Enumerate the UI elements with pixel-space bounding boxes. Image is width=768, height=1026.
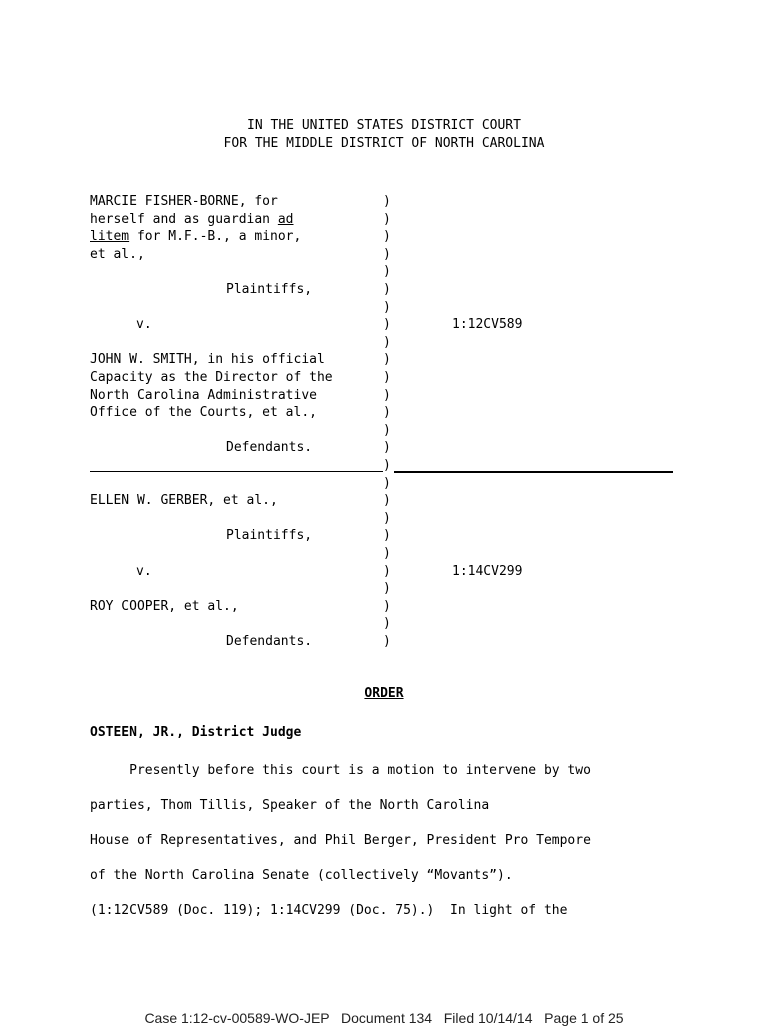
caption-paren: ) bbox=[383, 528, 391, 544]
caption1-plaintiff-line3 bbox=[90, 228, 301, 246]
caption1-defendant-line4: Office of the Courts, et al., bbox=[90, 405, 317, 421]
caption1-versus: v. bbox=[136, 317, 152, 333]
caption-paren: ) bbox=[383, 370, 391, 385]
caption2-defendant: ROY COOPER, et al., bbox=[90, 598, 239, 614]
caption-paren: ) bbox=[383, 229, 391, 245]
caption-paren: ) bbox=[383, 194, 391, 209]
caption-paren: ) bbox=[383, 634, 391, 649]
caption-paren: ) bbox=[383, 334, 391, 350]
caption1-defendants-label: Defendants. bbox=[226, 440, 313, 456]
caption-paren: ) bbox=[383, 246, 391, 262]
caption1-plaintiff-line1: MARCIE FISHER-BORNE, for bbox=[90, 194, 278, 209]
body-line-3: House of Representatives, and Phil Berger, President Pro Tempore bbox=[90, 833, 591, 848]
caption-paren: ) bbox=[383, 387, 391, 403]
caption1-plaintiff-line4: et al., bbox=[90, 246, 145, 262]
order-title: ORDER bbox=[364, 686, 404, 701]
caption-paren: ) bbox=[383, 563, 391, 579]
caption-paren: ) bbox=[383, 598, 391, 614]
caption1-plaintiff-line3-text: for M.F.-B., a minor, bbox=[129, 229, 302, 245]
caption1-defendant-line3: North Carolina Administrative bbox=[90, 387, 317, 403]
caption1-case-number: 1:12CV589 bbox=[452, 317, 523, 333]
caption-paren: ) bbox=[383, 299, 391, 315]
caption-paren: ) bbox=[383, 458, 391, 473]
caption1-plaintiff-line2 bbox=[90, 211, 294, 229]
caption-paren: ) bbox=[383, 405, 391, 421]
caption-paren: ) bbox=[383, 422, 391, 438]
caption-paren: ) bbox=[383, 264, 391, 280]
caption2-plaintiffs-label: Plaintiffs, bbox=[226, 528, 313, 544]
body-line-1: Presently before this court is a motion to intervene by two bbox=[90, 763, 591, 778]
body-line-4: of the North Carolina Senate (collectively “Movants”). bbox=[90, 868, 513, 883]
caption-divider-right bbox=[394, 471, 673, 473]
caption-paren: ) bbox=[383, 211, 391, 227]
caption2-plaintiff: ELLEN W. GERBER, et al., bbox=[90, 493, 278, 509]
caption-paren: ) bbox=[383, 616, 391, 632]
caption2-case-number: 1:14CV299 bbox=[452, 563, 523, 579]
body-line-2: parties, Thom Tillis, Speaker of the North Carolina bbox=[90, 798, 490, 813]
page-footer: Case 1:12-cv-00589-WO-JEP Document 134 Filed 10/14/14 Page 1 of 25 bbox=[144, 1010, 624, 1026]
caption-paren: ) bbox=[383, 510, 391, 526]
caption-paren: ) bbox=[383, 440, 391, 456]
ad-litem-part2: litem bbox=[90, 229, 130, 245]
caption2-defendants-label: Defendants. bbox=[226, 634, 313, 649]
caption-paren: ) bbox=[383, 282, 391, 297]
ad-litem-part1: ad bbox=[277, 211, 294, 227]
caption-paren: ) bbox=[383, 475, 391, 491]
caption-paren: ) bbox=[383, 581, 391, 597]
caption1-plaintiffs-label: Plaintiffs, bbox=[226, 282, 313, 297]
caption2-versus: v. bbox=[136, 563, 152, 579]
judge-line: OSTEEN, JR., District Judge bbox=[90, 725, 302, 740]
court-name-line1: IN THE UNITED STATES DISTRICT COURT bbox=[247, 118, 521, 133]
caption-paren: ) bbox=[383, 546, 391, 561]
caption1-plaintiff-line2-text: herself and as guardian bbox=[90, 211, 278, 227]
caption1-defendant-line2: Capacity as the Director of the bbox=[90, 370, 333, 385]
caption-paren: ) bbox=[383, 352, 391, 368]
caption-paren: ) bbox=[383, 493, 391, 509]
caption-divider-left bbox=[90, 471, 383, 472]
caption-paren: ) bbox=[383, 317, 391, 333]
caption1-defendant-line1: JOHN W. SMITH, in his official bbox=[90, 352, 325, 368]
court-name-line2: FOR THE MIDDLE DISTRICT OF NORTH CAROLINA bbox=[223, 136, 545, 151]
body-line-5: (1:12CV589 (Doc. 119); 1:14CV299 (Doc. 75).) In light of the bbox=[90, 903, 568, 918]
